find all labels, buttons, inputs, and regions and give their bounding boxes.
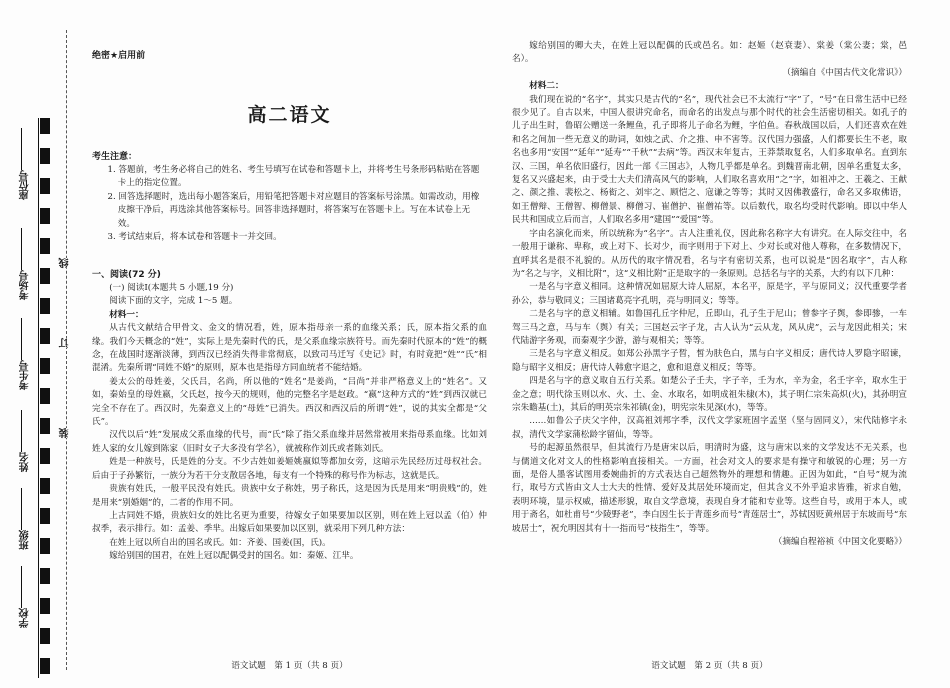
cut-mark-zhuang: 装 [58,428,74,438]
paragraph: 字由名演化而来，所以统称为“名字”。古人注重礼仪，因此称名称字大有讲究。在人际交往中，名一般用于谦称、卑称，或上对下、长对少，而字则用于下对上、少对长或对他人尊称，在多数情况下，直呼其名是很不礼貌的。从历代的取字情况看，名与字有密切关系，也可以说是“因名取字”，古人称为“名之与字，义相比附”，这“义相比附”正是取字的一条原则。总括名与字的关系，大约有以下几种： [512,228,907,279]
paragraph: 嫁给别国的卿大夫，在姓上冠以配偶的氏或邑名。如：赵姬（赵衰妻）、棠姜（棠公妻；棠，邑名）。 [512,41,907,65]
list-item: 四是名与字的意义取自五行关系。如楚公子壬夫，字子辛，壬为水，辛为金，名壬字辛，取水生于金之意；明代徐玉则以水、火、土、金、水取名，如明成祖朱棣(木)，其子明仁宗朱高炽(火)，其孙明宣宗朱瞻基(土)，其后的明英宗朱祁镇(金)，明宪宗朱见深(水)，等等。 [512,376,907,413]
cut-line [66,30,67,670]
student-number-field: 考生号 [18,318,38,390]
paragraph: 号的起源虽然很早，但其流行乃是唐宋以后，明清时为盛，这与唐宋以来的文学发达不无关系，也与儒道文化对文人的性格影响直接相关。一方面，社会对文人的要求是有操守和敏锐的心理；另一方面，是俗人墨客试图用委婉曲折的方式表达自己超然物外的理想和情趣。正因为如此，“自号”规为流行，取号方式皆由文人士大夫的性情、爱好及其居处环境而定，但其含义不外乎追求皆雅，祈求自勉，表明环境，显示权威，描述形貌，取自文学意境，表现自身才能和专业等。这些自号，或用于本人，或用于斋名，如杜甫号“少陵野老”，李白因生长于青莲乡而号“青莲居士”，苏轼因贬黄州居于东坡而号“东坡居士”，祝允明因其有十一指而号“枝指生”，等等。 [512,443,907,534]
section-heading: 一、阅读(72 分) [92,270,161,280]
instruction-text: 阅读下面的文字，完成 1～5 题。 [109,296,238,307]
binding-stripe [40,118,50,678]
binding-line [38,118,39,678]
source-citation: （摘编自程裕祯《中国文化要略》） [773,537,907,548]
paragraph: 从古代文献结合甲骨文、金文的情况看，姓，原本指母亲一系的血缘关系；氏，原本指父系的血缘。我们今天概念的“姓”，实际上是先秦时代的氏，是父系血缘宗族符号。而先秦时代原本的“姓”的概念，在战国时逐渐淡薄，到西汉已经消失得非常彻底，以致司马迁写《史记》时，有时竟把“姓”“氏”相混淆。先秦所谓“同姓不婚”的原则，原本也是指母方同血统者不能结婚。 [92,323,487,374]
binding-margin [0,0,78,688]
page-title: 高二语文 [247,104,332,126]
paragraph: 在姓上冠以所自出的国名或氏。如：齐姜、国姜(国，氏)。 [109,537,331,548]
material-two-heading: 材料二： [529,81,564,92]
seat-number-field: 座位号 [18,128,38,200]
page-footer: 语文试题 第 2 页（共 8 页） [651,661,768,671]
paragraph: 上古同姓不婚，贵族妇女的姓比名更为重要，待嫁女子如果要加以区别，则在姓上冠以孟（伯）仲叔季，表示排行。如：孟姜、季芈。出嫁后如果要加以区别，就采用下列几种方法： [92,510,487,535]
paragraph: 汉代以后“姓”发展成父系血缘的代号，而“氏”除了指父系血缘并居然常被用来指母系血缘。比如刘姓人家的女儿嫁到陈家（旧时女子大多没有学名），就被称作刘氏或者陈刘氏。 [92,430,487,454]
subsection-heading: (一) 阅读Ⅰ(本题共 5 小题,19 分) [109,283,234,293]
list-item: 一是名与字意义相同。这种情况如屈原大诗人屈原，本名平，原是字，平与原同义；汉代重要学者孙公，恭与敬同义；三国诸葛亮字孔明，亮与明同义；等等。 [512,282,907,306]
cut-mark-ding: 订 [58,338,74,348]
paragraph: 我们现在说的“名字”，其实只是古代的“名”，现代社会已不太流行“字”了，“号”在日常生活中已经很少见了。自古以来，中国人很讲究命名，而命名的出发点与那个时代的社会生活密切相关。如孔子的儿子出生时，鲁昭公赠送一条鲤鱼，孔子即将儿子命名为鲤，字伯鱼。春秋战国以后，人们还喜欢在姓和名之间加一些无意义的助词，如烛之武、介之推、申不害等。汉代国力强盛，人们都要长生不老，取名也多用“安国”“延年”“延寿”“千秋”“去病”等。西汉末年复古，王莽禁取复名，人们多取单名。直到东汉、三国，单名依旧盛行，因此一部《三国志》，人物几乎都是单名。到魏晋南北朝，因单名重复太多，复名又兴盛起来，由于受士大夫们清高风气的影响，人们取名喜欢用“之”字，如祖冲之、王羲之、王献之、颜之推、裴松之、杨衒之、刘牢之、顾恺之、寇谦之等等；其时又因佛教盛行，命名又多取佛语，如王僧辩、王僧智、柳僧景、柳僧习、崔僧护、崔僧祐等。以后数代，取名均受时代影响。即以中华人民共和国成立后而言，人们取名多用“建国”“爱国”等。 [512,94,907,226]
paragraph: 姜太公的母姓姜，父氏吕，名尚，所以他的“姓名”是姜尚，“吕尚”并非严格意义上的“姓名”。又如，秦始皇的母姓嬴，父氏赵，按今天的规则，他的完整名字是赵政。“嬴”这种方式的“姓”到西汉就已完全不存在了。西汉时，先秦意义上的“母姓”已消失。西汉和西汉后的所谓“姓”，说的其实全都是“父氏”。 [92,376,487,428]
list-item: 三是名与字意义相反。如郑公孙黑字子晳，皙为肤色白，黑与白字义相反；唐代诗人罗隐字昭谏，隐与昭字义相反；唐代诗人韩愈字退之，愈和退意义相反；等等。 [512,349,907,373]
notice-item: 3. 考试结束后，将本试卷和答题卡一并交回。 [107,232,282,243]
notice-item: 2. 回答选择题时，选出每小题答案后，用铅笔把答题卡对应题目的答案标号涂黑。如需改动，用橡皮擦干净后，再选涂其他答案标号。回答非选择题时，将答案写在答题卡上。写在本试卷上无效。 [107,191,480,229]
page-two-body [512,40,907,549]
paragraph: 贵族有姓氏，一般平民没有姓氏。贵族中女子称姓，男子称氏，这是因为氏是用来“明贵贱”的，姓是用来“别婚姻”的，二者的作用不同。 [92,484,487,508]
exam-room-field: 考场号 [18,228,38,300]
reading-section [92,268,487,564]
paragraph: 姓是一种族号，氏是姓的分支。不少古姓如姜姬姚嬴姒等都加女旁，这暗示先民经历过母权社会。后由于子孙繁衍，一族分为若干分支散居各地，每支有一个特殊的称号作为标志，这就是氏。 [92,457,487,481]
paragraph: 嫁给别国的国君，在姓上冠以配偶受封的国名。如：秦姬、江芈。 [109,551,359,562]
name-field: 姓名 [18,410,38,472]
page-two [512,0,907,688]
confidential-label: 绝密★启用前 [92,51,146,61]
material-one-heading: 材料一： [109,309,144,320]
class-field: 班级 [18,488,38,550]
list-item: ……如鲁公子庆父字仲，汉高祖刘邦字季，汉代文学家班固字孟坚（坚与固同义），宋代陆修字永叔，清代文学家蒲松龄字留仙，等等。 [512,416,907,440]
list-item: 二是名与字的意义相辅。如鲁国孔丘字仲尼，丘即山，孔子生于尼山；曾参字子舆，参即骖，一车驾三马之意，马与车（舆）有关；三国赵云字子龙，古人认为“云从龙，风从虎”，云与龙因此相关；宋代陆游字务观，而秦观字少游，游与观相关；等等。 [512,309,907,346]
notice-item: 1. 答题前，考生务必将自己的姓名、考生号填写在试卷和答题卡上，并将考生号条形码粘贴在答题卡上的指定位置。 [107,165,480,189]
notice-title: 考生注意： [92,152,138,162]
school-field: 学校 [18,566,38,628]
page-footer: 语文试题 第 1 页（共 8 页） [231,661,348,671]
page-one [92,0,487,688]
notice-block [92,150,487,244]
cut-mark-xian: 线 [58,258,74,268]
source-citation: （摘编自《中国古代文化常识》） [782,67,907,78]
